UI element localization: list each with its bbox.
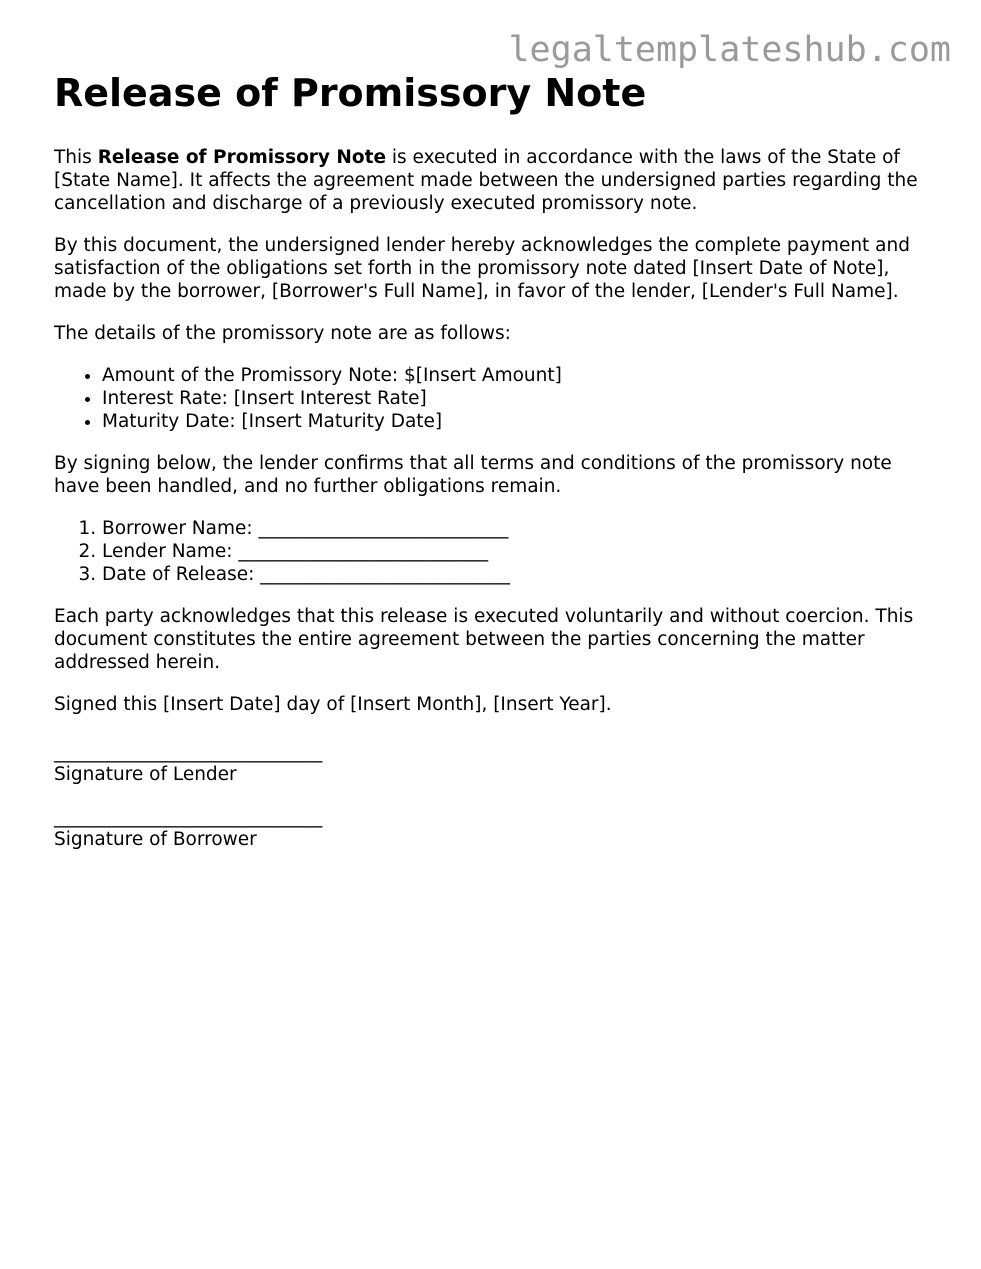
fields-list — [54, 517, 934, 586]
confirmation-paragraph: By signing below, the lender confirms that all terms and conditions of the promissory note have been handled, and no further obligations remain. — [54, 453, 892, 497]
list-item: • Interest Rate: [Insert Interest Rate] — [102, 387, 934, 410]
date-of-release-field: 3. Date of Release: ___________________________ — [102, 563, 934, 586]
signature-block — [54, 742, 934, 851]
list-item: • Amount of the Promissory Note: $[Insert Amount] — [102, 364, 934, 387]
document-title: Release of Promissory Note — [54, 71, 647, 115]
borrower-signature-line: _____________________________ — [54, 807, 323, 828]
borrower-name-field: 1. Borrower Name: ___________________________ — [102, 517, 934, 540]
document-body — [54, 70, 934, 872]
details-intro: The details of the promissory note are as follows: — [54, 323, 511, 344]
borrower-signature-label: Signature of Borrower — [54, 829, 257, 850]
list-item: • Maturity Date: [Insert Maturity Date] — [102, 410, 934, 433]
intro-suffix: is executed in accordance with the laws of the State of [State Name]. It affects the agreement made between the undersigned parties regarding the cancellation and discharge of a previously executed promissory note. — [54, 147, 918, 214]
details-list — [54, 364, 934, 433]
acknowledgement-paragraph: By this document, the undersigned lender hereby acknowledges the complete payment and satisfaction of the obligations set forth in the promissory note dated [Insert Date of Note], made by the borrower, [Borrower's Full Name], in favor of the lender, [Lender's Full Name]. — [54, 235, 910, 302]
watermark-text: legaltemplateshub.com — [508, 30, 951, 70]
lender-signature-line: _____________________________ — [54, 742, 323, 763]
signed-line: Signed this [Insert Date] day of [Insert Month], [Insert Year]. — [54, 694, 612, 715]
voluntary-paragraph: Each party acknowledges that this release is executed voluntarily and without coercion. This document constitutes the entire agreement between the parties concerning the matter addressed herein. — [54, 606, 914, 673]
lender-signature-label: Signature of Lender — [54, 764, 237, 785]
intro-bold-title: Release of Promissory Note — [97, 147, 387, 168]
intro-paragraph — [54, 146, 934, 215]
lender-name-field: 2. Lender Name: ___________________________ — [102, 540, 934, 563]
intro-prefix: This — [54, 147, 98, 168]
